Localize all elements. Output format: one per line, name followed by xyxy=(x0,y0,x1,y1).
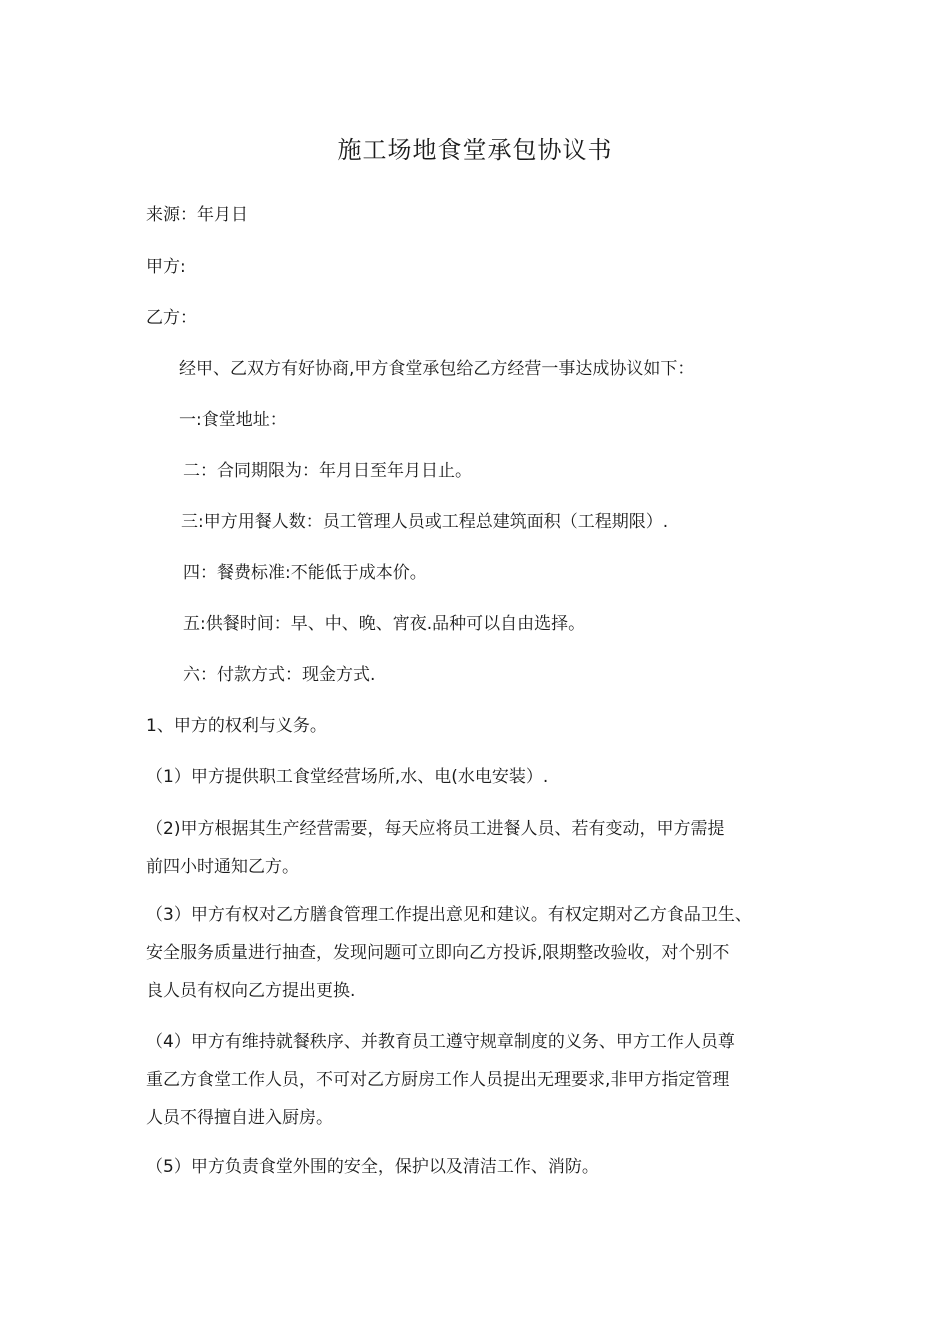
term-meal-price: 四：餐费标准:不能低于成本价。 xyxy=(183,563,427,583)
party-a-line: 甲方: xyxy=(146,257,186,277)
term-diner-count: 三:甲方用餐人数：员工管理人员或工程总建筑面积（工程期限）. xyxy=(181,512,669,532)
clause-2-line: 前四小时通知乙方。 xyxy=(146,857,299,877)
party-b-line: 乙方： xyxy=(146,308,197,328)
clause-3 xyxy=(146,896,836,1010)
clause-4 xyxy=(146,1023,836,1137)
clause-2-line: （2)甲方根据其生产经营需要，每天应将员工进餐人员、若有变动，甲方需提 xyxy=(146,819,725,839)
source-date-line: 来源：年月日 xyxy=(146,205,248,225)
clause-3-line: 良人员有权向乙方提出更换. xyxy=(146,981,356,1001)
term-meal-times: 五:供餐时间：早、中、晚、宵夜.品种可以自由选择。 xyxy=(183,614,586,634)
clause-5: （5）甲方负责食堂外围的安全，保护以及清洁工作、消防。 xyxy=(146,1157,599,1177)
section-heading-party-a-rights: 1、甲方的权利与义务。 xyxy=(146,716,327,736)
clause-3-line: （3）甲方有权对乙方膳食管理工作提出意见和建议。有权定期对乙方食品卫生、 xyxy=(146,905,752,925)
clause-3-line: 安全服务质量进行抽查，发现问题可立即向乙方投诉,限期整改验收，对个别不 xyxy=(146,943,730,963)
term-address: 一:食堂地址： xyxy=(179,410,287,430)
clause-1: （1）甲方提供职工食堂经营场所,水、电(水电安装）. xyxy=(146,767,549,787)
document-title: 施工场地食堂承包协议书 xyxy=(337,136,613,164)
clause-4-line: 重乙方食堂工作人员，不可对乙方厨房工作人员提出无理要求,非甲方指定管理 xyxy=(146,1070,730,1090)
term-contract-period: 二：合同期限为：年月日至年月日止。 xyxy=(183,461,472,481)
clause-4-line: 人员不得擅自进入厨房。 xyxy=(146,1108,333,1128)
term-payment-method: 六：付款方式：现金方式. xyxy=(183,665,376,685)
clause-4-line: （4）甲方有维持就餐秩序、并教育员工遵守规章制度的义务、甲方工作人员尊 xyxy=(146,1032,735,1052)
clause-2 xyxy=(146,810,836,886)
agreement-intro: 经甲、乙双方有好协商,甲方食堂承包给乙方经营一事达成协议如下： xyxy=(179,359,695,379)
